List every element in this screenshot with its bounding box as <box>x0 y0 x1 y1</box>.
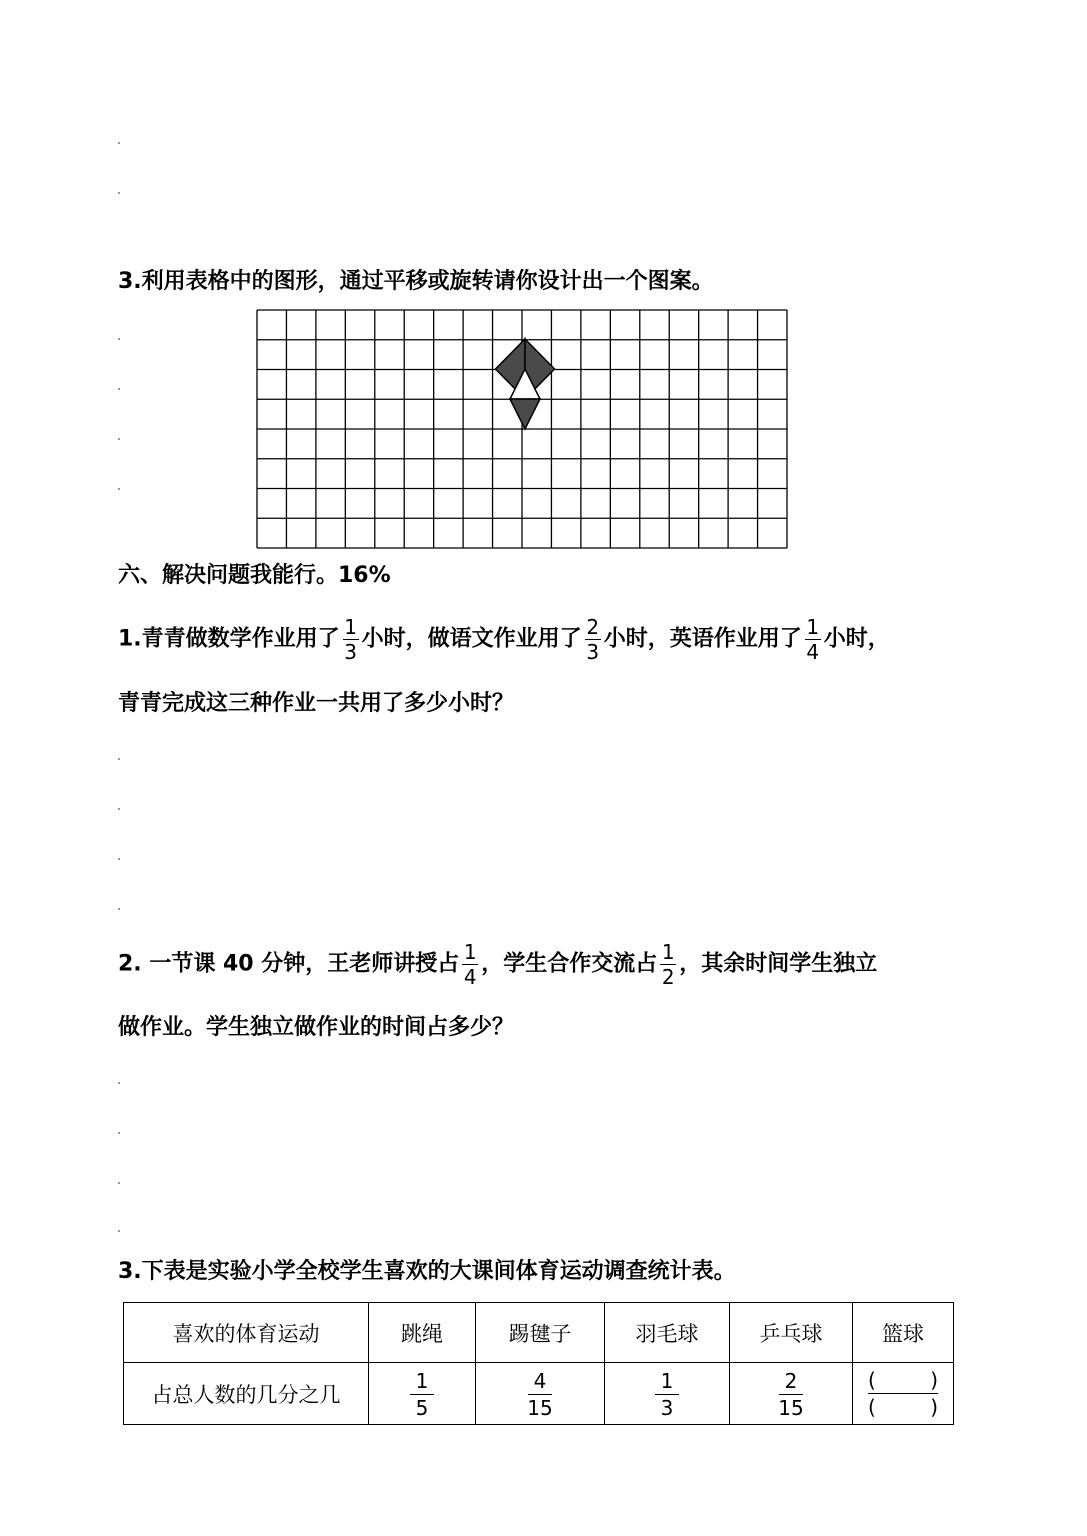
sport-table-tennis: 乒乓球 <box>730 1303 853 1363</box>
fraction-cell: $\frac{2}{15}$ <box>730 1363 853 1425</box>
margin-dot <box>118 1182 120 1184</box>
section-6-title: 六、解决问题我能行。16% <box>118 563 391 588</box>
problem-1-line-1: 1.青青做数学作业用了 $\frac{1}{3}$ 小时，做语文作业用了 $\frac{2}{3}$ 小时，英语作业用了 $\frac{1}{4}$ 小时， <box>118 615 890 664</box>
margin-dot <box>118 808 120 810</box>
basketball-blank-fraction[interactable]: ( ) ( ) <box>853 1363 954 1425</box>
problem-1-line-2: 青青完成这三种作业一共用了多少小时？ <box>118 691 515 716</box>
margin-dot <box>118 1132 120 1134</box>
margin-dot <box>118 338 120 340</box>
sport-badminton: 羽毛球 <box>605 1303 730 1363</box>
problem-2-line-2: 做作业。学生独立做作业的时间占多少？ <box>118 1015 515 1040</box>
fraction-cell: $\frac{1}{5}$ <box>369 1363 476 1425</box>
fraction-one-quarter: $\frac{1}{4}$ <box>806 615 820 664</box>
margin-dot <box>118 142 120 144</box>
table-row <box>124 1363 954 1425</box>
fraction-one-quarter: $\frac{1}{4}$ <box>463 940 477 989</box>
fraction-one-third: $\frac{1}{3}$ <box>344 615 358 664</box>
problem-3-text: 3.下表是实验小学全校学生喜欢的大课间体育运动调查统计表。 <box>118 1259 736 1284</box>
sport-shuttlecock: 踢毽子 <box>476 1303 605 1363</box>
design-question: 3.利用表格中的图形，通过平移或旋转请你设计出一个图案。 <box>118 269 714 294</box>
kite-bottom-triangle <box>510 399 540 429</box>
margin-dot <box>118 1230 120 1232</box>
sport-jump-rope: 跳绳 <box>369 1303 476 1363</box>
design-grid[interactable] <box>256 309 788 549</box>
margin-dot <box>118 758 120 760</box>
fraction-one-half: $\frac{1}{2}$ <box>661 940 675 989</box>
problem-2-line-1: 2. 一节课 40 分钟，王老师讲授占 $\frac{1}{4}$ ，学生合作交流占 $\frac{1}{2}$ ，其余时间学生独立 <box>118 940 878 989</box>
fraction-cell: $\frac{1}{3}$ <box>605 1363 730 1425</box>
fraction-two-thirds: $\frac{2}{3}$ <box>586 615 600 664</box>
fraction-cell: $\frac{4}{15}$ <box>476 1363 605 1425</box>
margin-dot <box>118 438 120 440</box>
kite-shape <box>496 339 555 429</box>
table-row-label: 占总人数的几分之几 <box>124 1363 369 1425</box>
table-header-label: 喜欢的体育运动 <box>124 1303 369 1363</box>
margin-dot <box>118 1082 120 1084</box>
margin-dot <box>118 908 120 910</box>
margin-dot <box>118 192 120 194</box>
table-row <box>124 1303 954 1363</box>
sports-survey-table <box>123 1302 954 1425</box>
sport-basketball: 篮球 <box>853 1303 954 1363</box>
margin-dot <box>118 388 120 390</box>
margin-dot <box>118 488 120 490</box>
margin-dot <box>118 858 120 860</box>
